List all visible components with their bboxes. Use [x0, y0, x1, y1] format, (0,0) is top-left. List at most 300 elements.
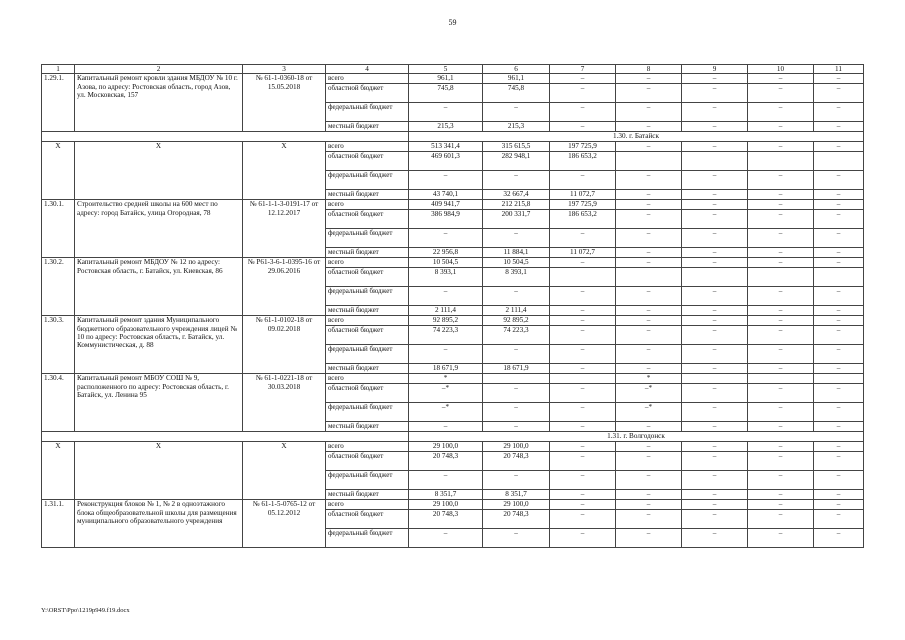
value-cell: 18 671,9 — [483, 364, 550, 374]
value-cell: 212 215,8 — [483, 200, 550, 210]
value-cell: – — [814, 529, 864, 548]
value-cell: 2 111,4 — [409, 306, 483, 316]
budget-label: федеральный бюджет — [326, 287, 409, 306]
value-cell: 315 615,5 — [483, 142, 550, 152]
item-name: Капитальный ремонт здания Муниципального бюджетного образовательного учреждения лицей № 10 по адресу: Ростовская область, г. Батайск, ул. Коммунистическая, д. 88 — [75, 316, 243, 374]
value-cell: 11 072,7 — [550, 190, 616, 200]
value-cell: – — [748, 210, 814, 229]
item-document: № 61-1-0221-18 от 30.03.2018 — [243, 374, 326, 432]
item-document: № 61-1-1-3-0191-17 от 12.12.2017 — [243, 200, 326, 258]
column-header: 11 — [814, 65, 864, 74]
value-cell: – — [748, 171, 814, 190]
value-cell: – — [682, 384, 748, 403]
section-row — [42, 132, 864, 142]
value-cell: 961,1 — [483, 74, 550, 84]
value-cell: 8 351,7 — [483, 490, 550, 500]
value-cell: – — [483, 403, 550, 422]
budget-label: областной бюджет — [326, 510, 409, 529]
value-cell: – — [550, 74, 616, 84]
value-cell: – — [748, 316, 814, 326]
value-cell: – — [409, 422, 483, 432]
column-header: 5 — [409, 65, 483, 74]
value-cell: – — [814, 471, 864, 490]
column-header: 10 — [748, 65, 814, 74]
item-document: Х — [243, 442, 326, 500]
value-cell: – — [616, 471, 682, 490]
value-cell: – — [409, 171, 483, 190]
value-cell: 20 748,3 — [483, 510, 550, 529]
value-cell: – — [616, 529, 682, 548]
value-cell: – — [483, 171, 550, 190]
value-cell: – — [550, 84, 616, 103]
value-cell: – — [814, 74, 864, 84]
page-number: 59 — [448, 18, 457, 27]
value-cell: – — [682, 422, 748, 432]
budget-label: федеральный бюджет — [326, 103, 409, 122]
value-cell: – — [748, 510, 814, 529]
item-document: № 61-1-0360-18 от 15.05.2018 — [243, 74, 326, 132]
item-number: 1.30.4. — [42, 374, 75, 432]
budget-label: местный бюджет — [326, 190, 409, 200]
value-cell: – — [483, 345, 550, 364]
value-cell: – — [814, 229, 864, 248]
value-cell: – — [814, 190, 864, 200]
column-header: 9 — [682, 65, 748, 74]
value-cell: – — [682, 229, 748, 248]
value-cell: 8 393,1 — [409, 268, 483, 287]
value-cell: – — [814, 287, 864, 306]
value-cell: – — [814, 384, 864, 403]
value-cell: – — [748, 422, 814, 432]
value-cell: – — [682, 442, 748, 452]
value-cell: 74 223,3 — [409, 326, 483, 345]
value-cell: –* — [616, 384, 682, 403]
value-cell: 92 895,2 — [483, 316, 550, 326]
value-cell: –* — [409, 384, 483, 403]
value-cell: – — [814, 364, 864, 374]
value-cell: 745,8 — [409, 84, 483, 103]
value-cell: – — [550, 287, 616, 306]
value-cell: 186 653,2 — [550, 210, 616, 229]
budget-label: федеральный бюджет — [326, 403, 409, 422]
value-cell: – — [682, 171, 748, 190]
value-cell: – — [814, 142, 864, 152]
value-cell — [748, 268, 814, 287]
value-cell: – — [409, 529, 483, 548]
value-cell: – — [616, 490, 682, 500]
value-cell — [814, 152, 864, 171]
budget-label: областной бюджет — [326, 326, 409, 345]
value-cell: 74 223,3 — [483, 326, 550, 345]
value-cell — [682, 268, 748, 287]
value-cell: – — [616, 258, 682, 268]
value-cell — [550, 268, 616, 287]
value-cell: – — [682, 306, 748, 316]
value-cell: 20 748,3 — [409, 452, 483, 471]
value-cell: – — [616, 452, 682, 471]
value-cell: – — [748, 229, 814, 248]
value-cell: – — [814, 258, 864, 268]
value-cell: – — [550, 403, 616, 422]
value-cell: – — [616, 287, 682, 306]
value-cell: – — [409, 229, 483, 248]
value-cell — [682, 152, 748, 171]
value-cell: – — [550, 510, 616, 529]
value-cell: – — [814, 490, 864, 500]
value-cell: – — [616, 422, 682, 432]
value-cell: – — [814, 403, 864, 422]
value-cell: – — [748, 384, 814, 403]
item-name: Строительство средней школы на 600 мест по адресу: город Батайск, улица Огородная, 78 — [75, 200, 243, 258]
value-cell: – — [483, 229, 550, 248]
value-cell: 22 956,8 — [409, 248, 483, 258]
item-document: № 61-1-5-0765-12 от 05.12.2012 — [243, 500, 326, 548]
value-cell: 10 504,5 — [483, 258, 550, 268]
value-cell — [748, 152, 814, 171]
value-cell: – — [748, 452, 814, 471]
value-cell: – — [682, 403, 748, 422]
value-cell: 10 504,5 — [409, 258, 483, 268]
table-row — [42, 500, 864, 510]
value-cell: 215,3 — [409, 122, 483, 132]
value-cell: – — [550, 122, 616, 132]
value-cell: – — [748, 190, 814, 200]
budget-label: федеральный бюджет — [326, 171, 409, 190]
column-header: 8 — [616, 65, 682, 74]
value-cell: – — [682, 74, 748, 84]
value-cell: – — [483, 384, 550, 403]
value-cell: – — [616, 84, 682, 103]
section-title: 1.30. г. Батайск — [409, 132, 864, 142]
value-cell — [814, 268, 864, 287]
value-cell: – — [616, 326, 682, 345]
value-cell: 186 653,2 — [550, 152, 616, 171]
budget-label: всего — [326, 442, 409, 452]
value-cell: – — [748, 122, 814, 132]
budget-label: местный бюджет — [326, 490, 409, 500]
value-cell: – — [616, 306, 682, 316]
section-row — [42, 432, 864, 442]
value-cell — [616, 268, 682, 287]
value-cell: – — [682, 142, 748, 152]
value-cell: 29 100,0 — [409, 442, 483, 452]
section-spacer — [42, 432, 409, 442]
value-cell: – — [814, 84, 864, 103]
column-header: 2 — [75, 65, 243, 74]
value-cell: – — [682, 122, 748, 132]
value-cell: – — [682, 248, 748, 258]
value-cell: – — [814, 171, 864, 190]
value-cell: – — [409, 287, 483, 306]
value-cell: – — [550, 316, 616, 326]
value-cell: 8 393,1 — [483, 268, 550, 287]
value-cell: – — [682, 452, 748, 471]
value-cell: – — [814, 210, 864, 229]
value-cell: – — [616, 248, 682, 258]
value-cell: 197 725,9 — [550, 142, 616, 152]
item-document: Х — [243, 142, 326, 200]
item-number: Х — [42, 142, 75, 200]
value-cell: – — [748, 200, 814, 210]
value-cell: – — [616, 442, 682, 452]
item-name: Капитальный ремонт МБДОУ № 12 по адресу: Ростовская область, г. Батайск, ул. Киевская, 86 — [75, 258, 243, 316]
value-cell: – — [550, 229, 616, 248]
value-cell: – — [748, 306, 814, 316]
value-cell: – — [550, 471, 616, 490]
value-cell: 20 748,3 — [483, 452, 550, 471]
value-cell: – — [814, 316, 864, 326]
value-cell: – — [814, 326, 864, 345]
value-cell: – — [682, 103, 748, 122]
value-cell: – — [682, 200, 748, 210]
value-cell: – — [814, 442, 864, 452]
item-number: 1.30.3. — [42, 316, 75, 374]
value-cell: – — [409, 471, 483, 490]
value-cell: – — [616, 364, 682, 374]
value-cell: – — [550, 490, 616, 500]
value-cell: – — [682, 500, 748, 510]
value-cell: 409 941,7 — [409, 200, 483, 210]
budget-label: областной бюджет — [326, 84, 409, 103]
section-spacer — [42, 132, 409, 142]
value-cell — [550, 374, 616, 384]
budget-label: всего — [326, 142, 409, 152]
value-cell: – — [616, 500, 682, 510]
value-cell: – — [616, 229, 682, 248]
value-cell: – — [550, 258, 616, 268]
value-cell: 29 100,0 — [483, 500, 550, 510]
footer-file-path: Y:\ORST\Ppo\1219p949.f19.docx — [41, 607, 130, 614]
value-cell: – — [682, 258, 748, 268]
budget-label: всего — [326, 500, 409, 510]
value-cell: – — [550, 529, 616, 548]
value-cell: – — [550, 345, 616, 364]
value-cell: – — [409, 345, 483, 364]
value-cell: – — [616, 200, 682, 210]
value-cell: – — [682, 364, 748, 374]
value-cell: – — [409, 103, 483, 122]
value-cell: – — [748, 490, 814, 500]
value-cell: – — [616, 345, 682, 364]
budget-label: местный бюджет — [326, 364, 409, 374]
value-cell: – — [682, 529, 748, 548]
column-header: 4 — [326, 65, 409, 74]
value-cell: – — [550, 171, 616, 190]
value-cell: – — [550, 500, 616, 510]
budget-label: местный бюджет — [326, 122, 409, 132]
value-cell: – — [814, 452, 864, 471]
item-name: Капитальный ремонт кровли здания МБДОУ № 10 г. Азова, по адресу: Ростовская область, город Азов, ул. Московская, 157 — [75, 74, 243, 132]
value-cell: – — [616, 510, 682, 529]
value-cell: 11 072,7 — [550, 248, 616, 258]
value-cell: – — [814, 345, 864, 364]
value-cell: 92 895,2 — [409, 316, 483, 326]
column-header: 3 — [243, 65, 326, 74]
value-cell: 18 671,9 — [409, 364, 483, 374]
value-cell: 11 884,1 — [483, 248, 550, 258]
budget-label: областной бюджет — [326, 268, 409, 287]
column-header: 1 — [42, 65, 75, 74]
budget-label: всего — [326, 374, 409, 384]
value-cell: – — [748, 403, 814, 422]
value-cell: 43 740,1 — [409, 190, 483, 200]
value-cell: – — [550, 384, 616, 403]
value-cell: – — [550, 364, 616, 374]
item-document: № 61-1-0102-18 от 09.02.2018 — [243, 316, 326, 374]
column-header: 6 — [483, 65, 550, 74]
budget-label: федеральный бюджет — [326, 529, 409, 548]
value-cell — [748, 374, 814, 384]
value-cell: 29 100,0 — [483, 442, 550, 452]
table-row — [42, 442, 864, 452]
value-cell: – — [748, 103, 814, 122]
item-number: 1.31.1. — [42, 500, 75, 548]
value-cell: – — [616, 316, 682, 326]
value-cell — [814, 374, 864, 384]
value-cell: – — [748, 74, 814, 84]
value-cell: – — [483, 422, 550, 432]
column-header-row — [42, 65, 864, 74]
budget-label: федеральный бюджет — [326, 229, 409, 248]
item-number: 1.29.1. — [42, 74, 75, 132]
value-cell: – — [616, 103, 682, 122]
value-cell: 2 111,4 — [483, 306, 550, 316]
value-cell: 513 341,4 — [409, 142, 483, 152]
value-cell — [616, 152, 682, 171]
value-cell: – — [748, 364, 814, 374]
value-cell: – — [748, 471, 814, 490]
value-cell: –* — [616, 403, 682, 422]
column-header: 7 — [550, 65, 616, 74]
value-cell: – — [550, 422, 616, 432]
value-cell: – — [682, 510, 748, 529]
value-cell: – — [748, 442, 814, 452]
budget-label: областной бюджет — [326, 210, 409, 229]
value-cell: 215,3 — [483, 122, 550, 132]
value-cell: – — [682, 190, 748, 200]
item-number: 1.30.2. — [42, 258, 75, 316]
value-cell: – — [616, 190, 682, 200]
budget-label: всего — [326, 316, 409, 326]
budget-label: местный бюджет — [326, 422, 409, 432]
value-cell: – — [550, 442, 616, 452]
value-cell: 282 948,1 — [483, 152, 550, 171]
table-row — [42, 316, 864, 326]
value-cell: – — [748, 326, 814, 345]
value-cell: – — [616, 210, 682, 229]
value-cell: – — [550, 103, 616, 122]
value-cell: –* — [409, 403, 483, 422]
value-cell: – — [748, 345, 814, 364]
value-cell: – — [682, 345, 748, 364]
item-name: Капитальный ремонт МБОУ СОШ № 9, расположенного по адресу: Ростовская область, г. Батайск, ул. Ленина 95 — [75, 374, 243, 432]
value-cell: – — [748, 500, 814, 510]
value-cell: – — [814, 122, 864, 132]
value-cell: 386 984,9 — [409, 210, 483, 229]
value-cell: – — [483, 471, 550, 490]
value-cell: – — [682, 316, 748, 326]
value-cell: – — [748, 248, 814, 258]
budget-label: всего — [326, 74, 409, 84]
value-cell: 469 601,3 — [409, 152, 483, 171]
budget-label: областной бюджет — [326, 384, 409, 403]
item-name: Х — [75, 142, 243, 200]
value-cell: – — [748, 142, 814, 152]
table-row — [42, 258, 864, 268]
value-cell: – — [550, 452, 616, 471]
value-cell: – — [814, 306, 864, 316]
value-cell: – — [748, 84, 814, 103]
value-cell: – — [616, 122, 682, 132]
value-cell: – — [550, 306, 616, 316]
value-cell: – — [483, 103, 550, 122]
value-cell: 200 331,7 — [483, 210, 550, 229]
value-cell: – — [682, 471, 748, 490]
financing-table — [41, 64, 864, 548]
section-title: 1.31. г. Волгодонск — [409, 432, 864, 442]
value-cell — [483, 374, 550, 384]
value-cell: 745,8 — [483, 84, 550, 103]
budget-label: местный бюджет — [326, 248, 409, 258]
table-row — [42, 200, 864, 210]
table-row — [42, 374, 864, 384]
value-cell: – — [814, 103, 864, 122]
value-cell: – — [814, 510, 864, 529]
value-cell: – — [483, 529, 550, 548]
item-number: 1.30.1. — [42, 200, 75, 258]
value-cell: – — [682, 287, 748, 306]
value-cell: 197 725,9 — [550, 200, 616, 210]
value-cell: – — [748, 258, 814, 268]
value-cell: – — [616, 142, 682, 152]
value-cell: – — [814, 422, 864, 432]
value-cell: – — [814, 500, 864, 510]
item-document: № Р61-3-6-1-0395-16 от 29.06.2016 — [243, 258, 326, 316]
value-cell: – — [616, 74, 682, 84]
item-name: Х — [75, 442, 243, 500]
value-cell: – — [616, 171, 682, 190]
budget-label: всего — [326, 200, 409, 210]
budget-label: областной бюджет — [326, 452, 409, 471]
value-cell: * — [616, 374, 682, 384]
table-row — [42, 74, 864, 84]
value-cell: – — [483, 287, 550, 306]
value-cell: – — [682, 326, 748, 345]
value-cell: – — [814, 200, 864, 210]
value-cell: * — [409, 374, 483, 384]
value-cell: – — [682, 210, 748, 229]
value-cell: 20 748,3 — [409, 510, 483, 529]
value-cell: 8 351,7 — [409, 490, 483, 500]
value-cell: 961,1 — [409, 74, 483, 84]
budget-label: областной бюджет — [326, 152, 409, 171]
table-row — [42, 142, 864, 152]
budget-label: местный бюджет — [326, 306, 409, 316]
value-cell: – — [682, 490, 748, 500]
value-cell — [682, 374, 748, 384]
value-cell: – — [550, 326, 616, 345]
value-cell: 29 100,0 — [409, 500, 483, 510]
budget-label: всего — [326, 258, 409, 268]
value-cell: 32 667,4 — [483, 190, 550, 200]
item-number: Х — [42, 442, 75, 500]
value-cell: – — [814, 248, 864, 258]
item-name: Реконструкция блоков № 1, № 2 в одноэтажного блока общеобразовательной школы для размещения муниципального образовательного учреждения — [75, 500, 243, 548]
budget-label: федеральный бюджет — [326, 471, 409, 490]
budget-label: федеральный бюджет — [326, 345, 409, 364]
value-cell: – — [682, 84, 748, 103]
value-cell: – — [748, 529, 814, 548]
